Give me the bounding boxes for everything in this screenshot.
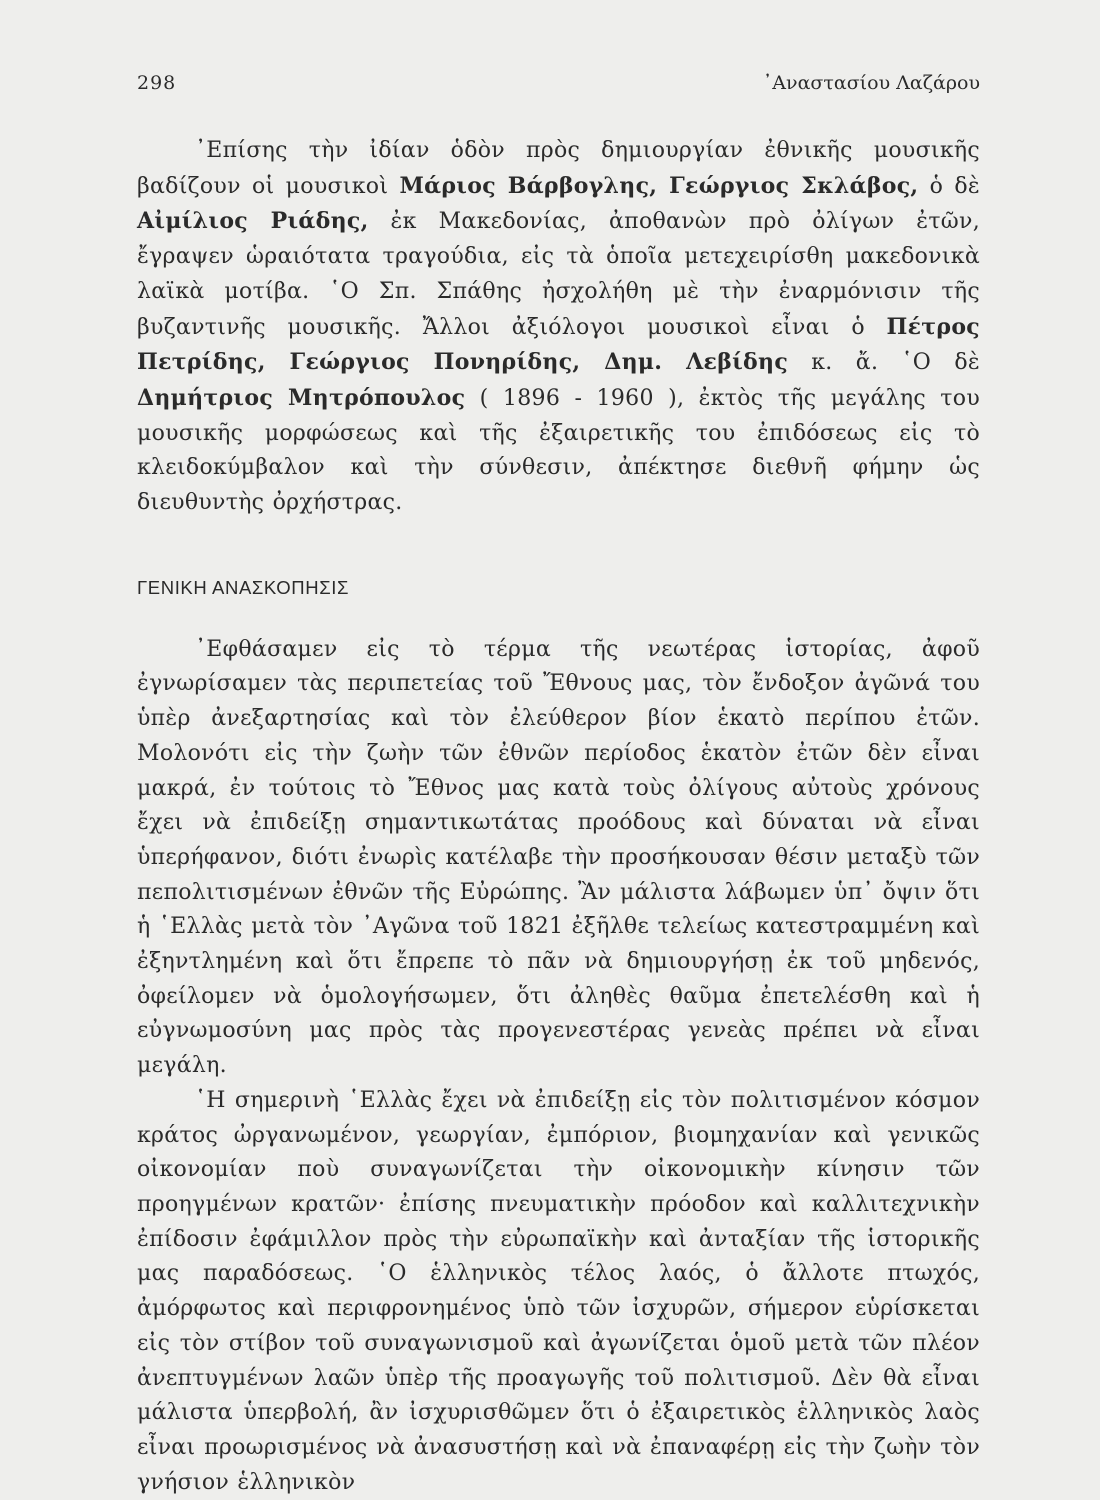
section-heading: ΓΕΝΙΚΗ ΑΝΑΣΚΟΠΗΣΙΣ <box>137 576 350 598</box>
running-header <box>137 72 980 100</box>
paragraph-composers <box>137 134 980 521</box>
page-number: 298 <box>137 72 177 94</box>
paragraph-composers-text-3: ἐκ Μακεδονίας, ἀποθανὼν πρὸ ὀλίγων ἐτῶν, ἔγραψεν ὡραιότατα τραγούδια, εἰς τὰ ὁποῖα μετεχειρίσθη μακεδονικὰ λαϊκὰ μοτίβα. ῾Ο Σπ. Σπάθης ἠσχολήθη μὲ τὴν ἐναρμόνισιν τῆς βυζαντινῆς μουσικῆς. Ἄλλοι ἀξιόλογοι μουσικοὶ εἶναι ὁ <box>137 209 980 340</box>
bold-composer-names-2: Αἰμίλιος Ριάδης, <box>137 208 369 235</box>
paragraph-composers-text-2: ὁ δὲ <box>918 173 980 199</box>
paragraph-composers-text-4: κ. ἄ. ῾Ο δὲ <box>788 350 980 376</box>
body-text <box>137 134 980 1500</box>
bold-composer-names-4: Δημήτριος Μητρόπουλος <box>137 384 466 411</box>
running-title: ᾿Αναστασίου Λαζάρου <box>762 72 980 94</box>
paragraph-modern-greece: ῾Η σημερινὴ ῾Ελλὰς ἔχει νὰ ἐπιδείξῃ εἰς τὸν πολιτισμένον κόσμον κράτος ὠργανωμένον, γεωργίαν, ἐμπόριον, βιομηχανίαν καὶ γενικῶς οἰκονομίαν ποὺ συναγωνίζεται τὴν οἰκονομικὴν κίνησιν τῶν προηγμένων κρατῶν· ἐπίσης πνευματικὴν πρόοδον καὶ καλλιτεχνικὴν ἐπίδοσιν ἐφάμιλλον πρὸς τὴν εὐρωπαϊκὴν καὶ ἀνταξίαν τῆς ἱστορικῆς μας παραδόσεως. ῾Ο ἑλληνικὸς τέλος λαός, ὁ ἄλλοτε πτωχός, ἀμόρφωτος καὶ περιφρονημένος ὑπὸ τῶν ἰσχυρῶν, σήμερον εὑρίσκεται εἰς τὸν στίβον τοῦ συναγωνισμοῦ καὶ ἀγωνίζεται ὁμοῦ μετὰ τῶν πλέον ἀνεπτυγμένων λαῶν ὑπὲρ τῆς προαγωγῆς τοῦ πολιτισμοῦ. Δὲν θὰ εἶναι μάλιστα ὑπερβολή, ἂν ἰσχυρισθῶμεν ὅτι ὁ ἐξαιρετικὸς ἑλληνικὸς λαὸς εἶναι προωρισμένος νὰ ἀνασυστήσῃ καὶ νὰ ἐπαναφέρῃ εἰς τὴν ζωὴν τὸν γνήσιον ἑλληνικὸν <box>137 1087 980 1495</box>
bold-composer-names-1: Μάριος Βάρβογλης, Γεώργιος Σκλάβος, <box>399 172 919 199</box>
bold-composer-names-3: Πέτρος Πετρίδης, Γεώργιος Πονηρίδης, Δημ. Λεβίδης <box>137 313 980 376</box>
paragraph-composers-text-1: ᾿Επίσης τὴν ἰδίαν ὁδὸν πρὸς δημιουργίαν ἐθνικῆς μουσικῆς βαδίζουν οἱ μουσικοὶ <box>137 138 980 199</box>
paragraph-overview: ᾿Εφθάσαμεν εἰς τὸ τέρμα τῆς νεωτέρας ἱστορίας, ἀφοῦ ἐγνωρίσαμεν τὰς περιπετείας τοῦ Ἔθνους μας, τὸν ἔνδοξον ἀγῶνά του ὑπὲρ ἀνεξαρτησίας καὶ τὸν ἐλεύθερον βίον ἑκατὸ περίπου ἐτῶν. Μολονότι εἰς τὴν ζωὴν τῶν ἐθνῶν περίοδος ἑκατὸν ἐτῶν δὲν εἶναι μακρά, ἐν τούτοις τὸ Ἔθνος μας κατὰ τοὺς ὀλίγους αὐτοὺς χρόνους ἔχει νὰ ἐπιδείξῃ σημαντικωτάτας προόδους καὶ δύναται νὰ εἶναι ὑπερήφανον, διότι ἐνωρὶς κατέλαβε τὴν προσήκουσαν θέσιν μεταξὺ τῶν πεπολιτισμένων ἐθνῶν τῆς Εὐρώπης. Ἂν μάλιστα λάβωμεν ὑπ᾿ ὄψιν ὅτι ἡ ῾Ελλὰς μετὰ τὸν ᾿Αγῶνα τοῦ 1821 ἐξῆλθε τελείως κατεστραμμένη καὶ ἐξηντλημένη καὶ ὅτι ἔπρεπε τὸ πᾶν νὰ δημιουργήσῃ ἐκ τοῦ μηδενός, ὀφείλομεν νὰ ὁμολογήσωμεν, ὅτι ἀληθὲς θαῦμα ἐπετελέσθη καὶ ἡ εὐγνωμοσύνη μας πρὸς τὰς προγενεστέρας γενεὰς πρέπει νὰ εἶναι μεγάλη. <box>137 636 980 1079</box>
paragraph-composers-text-5: ( 1896 - 1960 ), ἐκτὸς τῆς μεγάλης του μουσικῆς μορφώσεως καὶ τῆς ἐξαιρετικῆς του ἐπιδόσεως εἰς τὸ κλειδοκύμβαλον καὶ τὴν σύνθεσιν, ἀπέκτησε διεθνῆ φήμην ὡς διευθυντὴς ὀρχήστρας. <box>137 385 980 516</box>
